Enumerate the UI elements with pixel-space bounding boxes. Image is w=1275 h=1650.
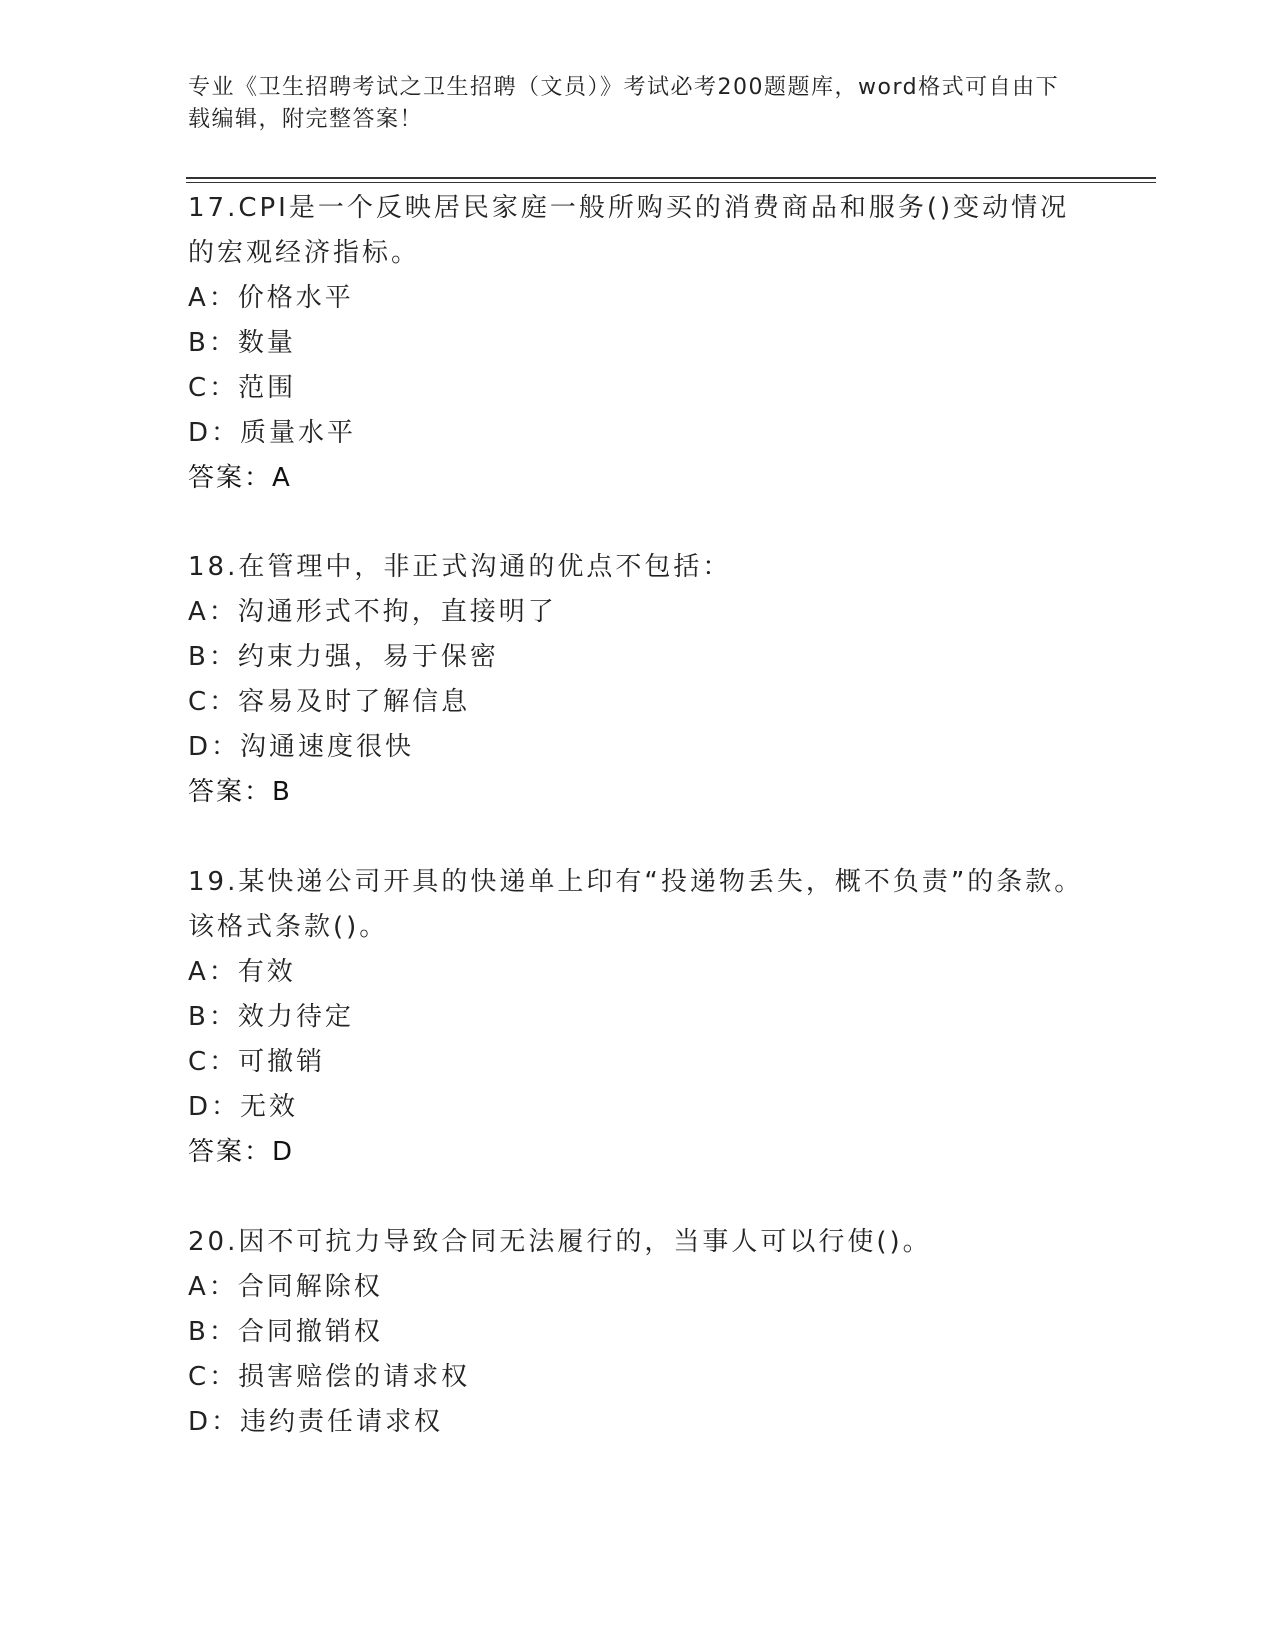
question-stem: 19.某快递公司开具的快递单上印有“投递物丢失，概不负责”的条款。该格式条款()。 <box>188 867 1084 942</box>
answer: 答案：A <box>188 463 292 493</box>
document-intro: 专业《卫生招聘考试之卫生招聘（文员）》考试必考200题题库，word格式可自由下载编辑，附完整答案！ <box>188 75 1060 132</box>
question-stem: 18.在管理中，非正式沟通的优点不包括： <box>188 552 732 582</box>
option-a: A：沟通形式不拘，直接明了 <box>188 597 557 627</box>
option-b: B：合同撤销权 <box>188 1317 383 1347</box>
option-d: D：沟通速度很快 <box>188 732 415 762</box>
option-b: B：数量 <box>188 328 296 358</box>
option-d: D：质量水平 <box>188 418 357 448</box>
option-b: B：效力待定 <box>188 1002 354 1032</box>
option-a: A：有效 <box>188 957 296 987</box>
question-stem: 20.因不可抗力导致合同无法履行的，当事人可以行使()。 <box>188 1227 932 1257</box>
option-c: C：可撤销 <box>188 1047 326 1077</box>
question-19 <box>188 860 1088 1175</box>
question-stem: 17.CPI是一个反映居民家庭一般所购买的消费商品和服务()变动情况的宏观经济指标。 <box>188 193 1070 268</box>
question-18 <box>188 545 1088 815</box>
option-c: C：容易及时了解信息 <box>188 687 471 717</box>
answer: 答案：D <box>188 1137 295 1167</box>
answer: 答案：B <box>188 777 292 807</box>
header-divider <box>186 177 1156 179</box>
option-a: A：合同解除权 <box>188 1272 383 1302</box>
option-a: A：价格水平 <box>188 283 354 313</box>
option-b: B：约束力强，易于保密 <box>188 642 499 672</box>
option-d: D：无效 <box>188 1092 299 1122</box>
option-c: C：范围 <box>188 373 297 403</box>
option-d: D：违约责任请求权 <box>188 1407 444 1437</box>
question-20 <box>188 1220 1088 1445</box>
question-17 <box>188 186 1088 501</box>
option-c: C：损害赔偿的请求权 <box>188 1362 471 1392</box>
header-divider-thin <box>186 182 1156 183</box>
